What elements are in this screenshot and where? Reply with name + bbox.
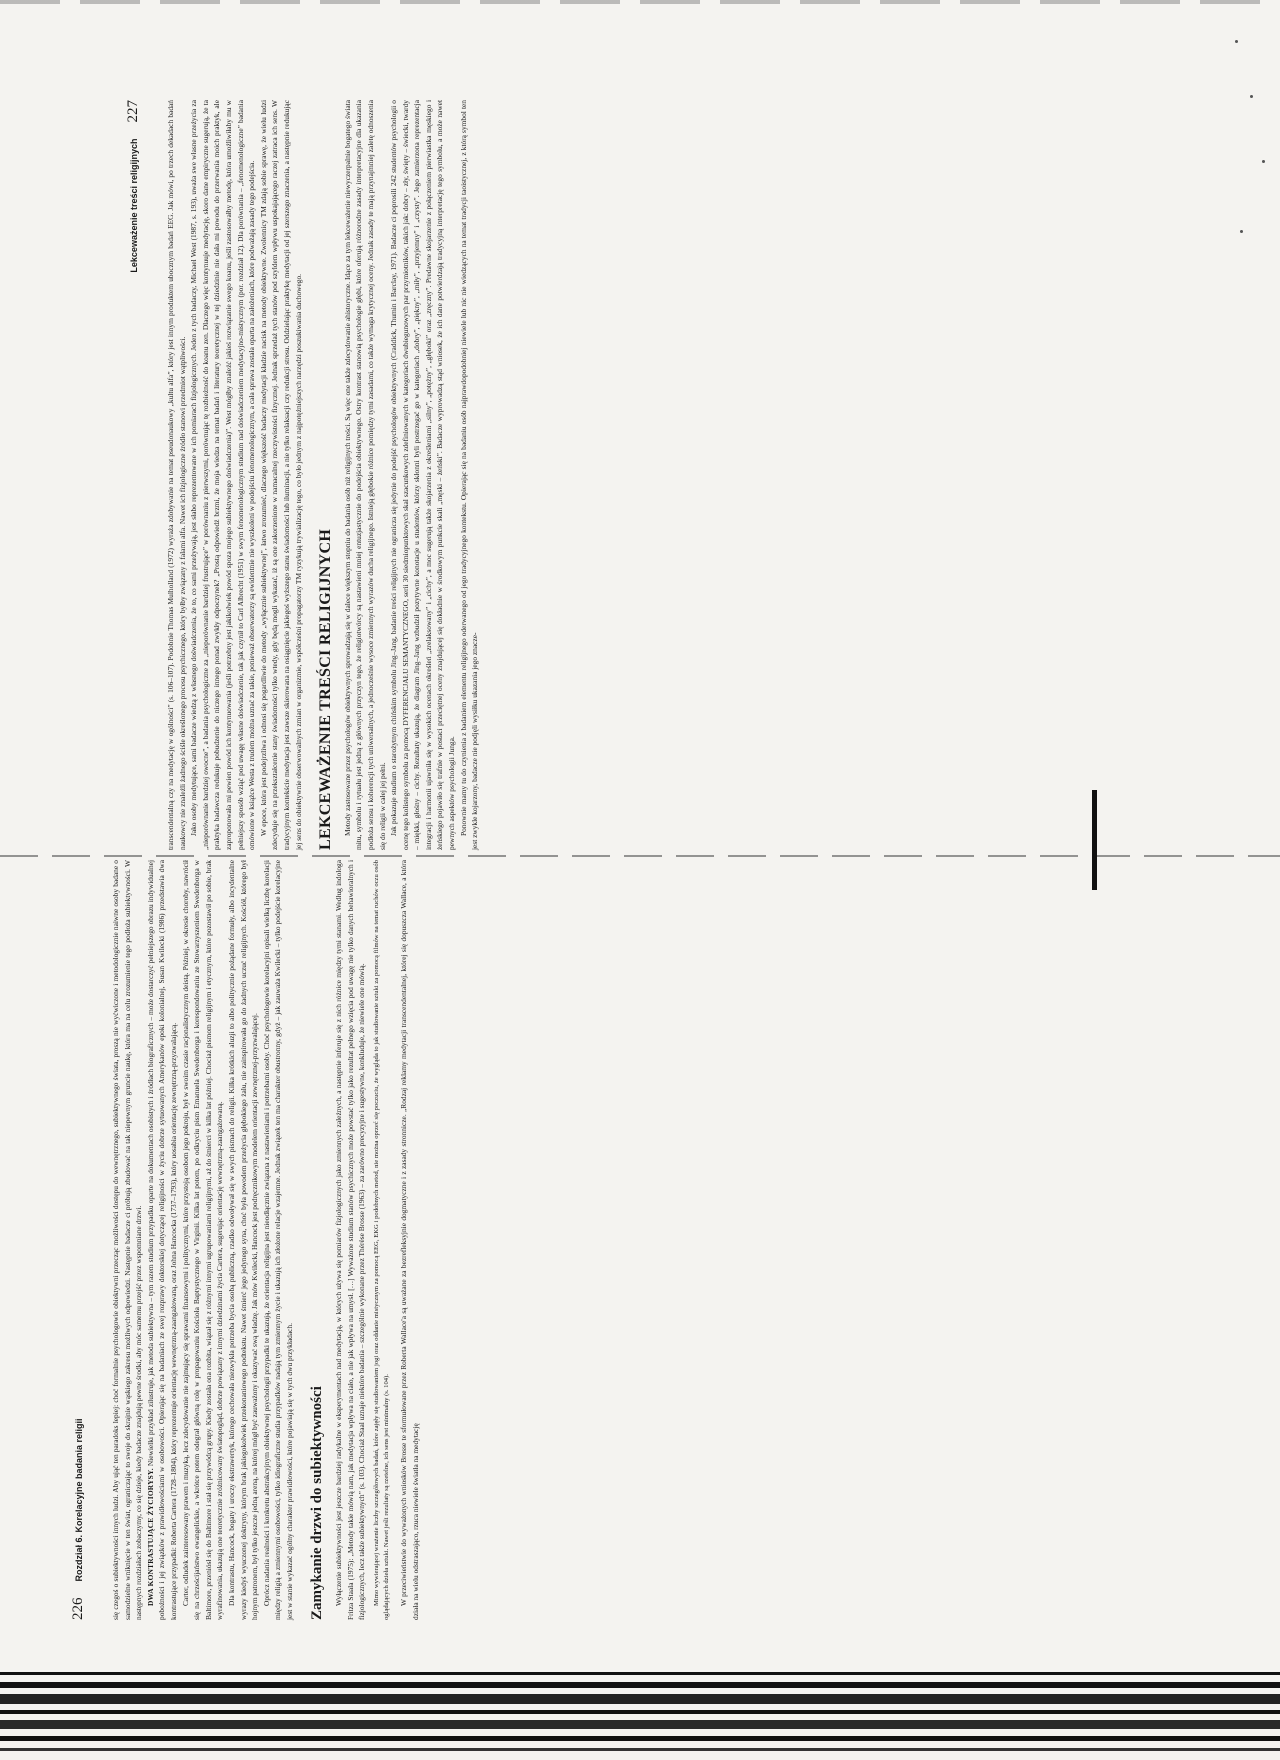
- paragraph: Wyłączenie subiektywności jest jeszcze bardziej radykalne w eksperymentach nad medytacją, w których używa się pomiarów fizjologicznych jako zmiennych zależnych, a następnie inferuje się z nich różnice między tymi stanami. Według indologa Fritza Staala (1975): „Metody takie mówią nam, jak medytacja wpływa na ciało, a nie jak wpływa na umysł. […] Wyważone studium stanów psychicznych może powstać tylko jako rezultat pełnego wzięcia pod uwagę nie tylko danych behawioralnych i fizjologicznych, lecz także subiektywnych” (s. 103). Chociaż Staal uznaje niektóre badania – szczególnie wykonane przez Thérèse Brosse (1963) – za zarówno precyzyjne i sugestywne, konkluduje, że niewiele one mówią.: [334, 860, 367, 1620]
- page-fold-line: [0, 855, 1280, 857]
- paragraph: się czegoś o subiektywności innych ludzi. Aby ująć ten paradoks lepiej: choć formalnie psychologowie obiektywni przecząc możliwości dostępu do wewnętrznego, subiektywnego świata, proszą nie wyćwiczone i metodologicznie naiwne osoby badane o samodzielne wniknięcie w ten świat, ograniczając to swoje do skrajnie wąskiego zakresu możliwych odpowiedzi. Następnie badacze ci próbują zbudować na tak niepewnym gruncie naukę, która ma na celu zrozumienie tego podłoża subiektywności. W następnych rozdziałach zobaczymy, co się dzieje, kiedy badacze znajdują pewne środki, aby móc samemu przejść przez wspomniane drzwi.: [111, 860, 144, 1620]
- paragraph: Jak pokazuje studium o starożytnym chińskim symbolu Jing–Jang, badanie treści religijnych nie ogranicza się jedynie do podejść psychologów obiektywnych (Craddick, Thumin i Barclay, 1971). Badacze ci poprosili 242 studentów psychologii o ocenę tego kolistego symbolu za pomocą DYFERENCJAŁU SEMANTYCZNEGO, serii 30 siedmiopunktowych skal szacunkowych zdefiniowanych w kategoriach dwubiegunowych par przymiotników, takich jak: dobry – zły, święty – świecki, twardy – miękki, głośny – cichy. Rezultaty ukazują, że diagram Jing–Jang wzbudził pozytywne konotacje u studentów, którzy skłonni byli postrzegać go w kategoriach „dobry”, „piękny”, „miły”, „przyjemny” i „czysty”. Jego zamierzona reprezentacja integracji i harmonii ujawniła się w wysokich ocenach określeń „zrelaksowany” i „cichy”, a moc sugerują także skojarzenia z określeniami „silny”, „potężny”, „głęboki” oraz „zręczny”. Predawne skojarzenie z połączeniem pierwiastka męskiego i żeńskiego pojawiło się trafnie w postaci przeciętnej oceny znajdującej się dokładnie w środkowym punkcie skali „męski – żeński”. Badacze wyprowadzą stąd wniosek, że ich dane potwierdzają tradycyjną interpretację tego symbolu, a może nawet pewnych aspektów psychologii Junga.: [389, 100, 457, 850]
- paragraph: Ponownie mamy tu do czynienia z badaniem elementu religijnego oderwanego od jego tradycyjnego kontekstu. Opierając się na badaniu osób najprawdopodobniej niewiele lub nic nie wiedzących na temat tradycji taoistycznej, z którą symbol ten jest zwykle kojarzony, badacze nie podjęli wysiłku ukazania jego znacze-: [458, 100, 480, 850]
- paragraph: Dla kontrastu, Hancock, bogaty i uroczy ekstrawertyk, którego cechowała niezwykła potrzeba bycia osobą publiczną, rzadko odwoływał się w swych pismach do religii. Kilka krótkich aluzji to albo politycznie pożądane formuły, albo incydentalne wyrazy kiedyś wyuczonej doktryny, którym brak jakiegokolwiek przekonaniowego podtekstu. Nawet śmierć jego jedynego syna, choć była powodem przeżycia głębokiego żalu, nie zainspirowała go do żadnych uczuć religijnych. Kościół, którego był hojnym patronem, był tylko jeszcze jedną areną, na której mógł być zauważony i okazywać swą władzę. Jak mów Kwilecki, Hancock jest podręcznikowym modelem orientacji zewnętrznej-przyzwalającej.: [226, 860, 260, 1620]
- running-header: [70, 860, 98, 1620]
- paragraph: [145, 860, 180, 1620]
- running-head-title: Lekceważenie treści religijnych: [129, 138, 139, 273]
- section-heading: Zamykanie drzwi do subiektywności: [308, 1386, 325, 1620]
- page-number: 226: [70, 1597, 86, 1620]
- scan-speck: [1240, 230, 1243, 233]
- paragraph: Oprócz nadania realności i konkretu abstrakcyjnym obiektywnej psychologii przypadki te ukazują, że orientacja religijna jest nieodłącznie związana z nastawieniami i potrzebami osoby. Choć psychologowie korelacyjni opisali wielką liczbę korelacji między religią a zmiennymi osobowości, tylko idiograficzne studia przypadków nadają tym zmiennym życie i ukazują ich złożone relacje wzajemne. Jednak związek ten ma charakter obustronny, gdyż – jak zauważa Kwilecki – tylko podejście korelacyjne jest w stanie wykazać ogólny charakter prawidłowości, które pojawiają się w tych dwu przykładach.: [261, 860, 294, 1620]
- paragraph-text: Niewielki przykład zilustruje, jak metoda subiektywna – tym razem studium przypadku oparte na dokumentach osobistych i źródłach biograficznych – może dostarczyć pełniejszego obrazu indywidualnej pobożności i jej związków z prawidłowościami w osobowości. Opierając się na badaniach ze swej rozprawy doktorskiej dotyczącej religijności w życiu dobrze sytuowanych Amerykanów epoki kolonialnej, Susan Kwilecki (1986) przedstawia dwa kontrastujące przypadki: Roberta Cartera (1728–1804), który reprezentuje orientację wewnętrzną-zaangażowaną, oraz Johna Hancocka (1737–1793), który uosabia orientację zewnętrzną-przyzwalającą.: [145, 860, 178, 1620]
- run-in-heading: DWA KONTRASTUJĄCE ŻYCIORYSY.: [145, 1468, 155, 1606]
- page-body: [110, 860, 421, 1620]
- paragraph: Metody zastosowane przez psychologów obiektywnych sprowadzają się w dalece większym stopniu do badania osób niż religijnych treści. Są więc one także zdecydowanie ahistoryczne. Idące za tym lekceważenie niewyczerpalnie bogatego świata mitu, symbolu i rytuału jest jedną z głównych przyczyn tego, że religiotwórcy są nastawieni mniej entuzjastycznie do podejścia obiektywnego. Ostry kontrast stanowią psychologie głębi, które oferują różnorodne zasady interpretacyjne dla ukazania podłoża sensu i koherencji tych uniwersalnych, a jednocześnie wysoce zmiennych wyrazów ducha religijnego. Istnieją głębokie różnice pomiędzy tymi zasadami, co także wymaga krytycznej oceny. Jednak zasady te mają przynajmniej zaletę odnoszenia się do religii w całej jej pełni.: [342, 100, 387, 850]
- running-head-title: Rozdział 6. Korelacyjne badania religii: [74, 1418, 84, 1582]
- page-number: 227: [125, 100, 141, 123]
- paragraph: W epoce, która jest podejrzliwa i odnosi się pogardliwie do metody „wyłącznie subiektywnej”, łatwo zrozumieć, dlaczego większość badaczy medytacji kładzie nacisk na metody obiektywne. Zwolennicy TM zdają sobie sprawę, że wielu ludzi zdecyduje się na przekształcenie stany świadomości tylko wtedy, gdy będą mogli wykazać, iż są one zakorzenione w namacalnej rzeczywistości fizycznej. Jednak sprzedaż tych stanów pod szyldem wpływu uspokajającego raczej zatraca ich sens. W tradycyjnym kontekście medytacja jest zawsze skierowana na osiągnięcie jakiegoś wyższego stanu świadomości lub iluminacji, a nie tylko relaksacji czy redukcji stresu. Oddzielając praktykę medytacji od jej szerszego znaczenia, a następnie redukując jej sens do obiektywnie obserwowalnych zmian w organizmie, współcześni propagatorzy TM ryzykują trywializację tego, co było jednym z najpotężniejszych narzędzi poszukiwania duchowego.: [258, 100, 303, 850]
- paragraph: transcendentalną czy na medytację w ogólności” (s. 106–107). Podobnie Thomas Mulholland (1972) wyraża zdobywanie na temat pseudonaukowy „kultu alfa”, który jest innym produktem ubocznym badań EEG. Jak mówi, po trzech dekadach badań naukowcy nie znaleźli żadnego ściśle określonego procesu psychicznego, który byłby związany z falami alfa. Nawet ich fizjologiczne źródło stanowi przedmiot wątpliwości.: [166, 100, 187, 850]
- page-227: [125, 100, 1080, 850]
- running-header: [125, 100, 153, 850]
- section-heading: LEKCEWAŻENIE TREŚCI RELIGIJNYCH: [317, 528, 335, 850]
- paragraph: Carter, odludek zainteresowany prawem i muzyką, lecz zdecydowanie nie zajmujący się sprawami finansowymi i politycznymi, które przystoją osobom jego pokroju, był w swoim czasie racjonalistycznym deistą. Później, w okresie choroby, nawrócił się na chrześcijaństwo ewangelickie, a wkrótce potem odegrał główną rolę w propagowaniu Kościoła Baptystycznego w Virginii. Kilka lat potem, po odkryciu pism Emanuela Swedenborga i korespondowaniu ze Stowarzyszeniem Swedenborga w Baltimore, przeniósł się do Baltimore i stał się przywódcą grupy. Kiedy została ona rozbita, wiązał się z różnymi innymi ugrupowaniami religijnymi, aż do śmierci w kilka lat później. Chociaż pismom religijnym i etycznym, które pozostawił po sobie, brak wyrafinowania, ukazują one teoretycznie zróżnicowany światopogląd, dobrze powiązany z innymi dziedzinami życia Cartera, sugerując orientację wewnętrzną-zaangażowaną.: [180, 860, 225, 1620]
- binding-shadow: [0, 1668, 1280, 1760]
- paragraph: Jako osoby medytujące, sami badacze wiedzą z własnego doświadczenia, że to, co sami przeżywają, jest słabo reprezentowane w ich pomiarach fizjologicznych. Jeden z tych badaczy, Michael West (1987, s. 193), uważa swe własne przeżycia za „nieporównanie bardziej owocne”, a badania psychologiczne za „nieporównanie bardziej frustrujące” w porównaniu z pierwszymi, porównując tę rozbieżność do koanu zen. Dlaczego więc kontynuuje medytację, skoro dane empiryczne sugerują, że ta praktyka badawcza redukuje pobudzenie do niczego innego ponad zwykły odpoczynek? „Prostą odpowiedź brzmi, że moja wiedza na temat badań i literatury teoretycznej w tej dziedzinie nie dała mi powodu do przerwania moich praktyk, ale zaproponowała mi pewien powód ich kontynuowania (jeśli potrzebny jest jakikolwiek powód spoza mojego subiektywnego doświadczenia)”. West mógłby znaleźć jakieś rozwiązanie swego koanu, jeśli zastosowałby metodę, która umożliwiłaby mu w pełniejszy sposób wziąć pod uwagę własne doświadczenie, tak jak czynił to Carl Albrecht (1951) w swym fenomenologicznym studium nad doświadczeniem medytacyjno-mistycznym (por. rozdział 12). Dla porównania – „fenomenologiczne” badania omówione w książce Westa z trudem można uznać za takie, ponieważ obserwatorzy są ewidentnie nie wyszkoleni w podejściu fenomenologicznym, a cała sprawa została oparta na założeniach, które podważają zasady tego podejścia.: [189, 100, 257, 850]
- scan-marker-bar: [1092, 790, 1097, 890]
- block-quote: Mimo wywierającej wrażenie liczby szczegółowych badań, które zajęły się studiowaniem jogi oraz oddanie mistycznym za pomocą EEG, EKG i podobnych metod, nie można oprzeć się poczuciu, że wygląda to jak studiowanie sztuki za pomocą filmów na temat ruchów oczu osób oglądających dzieła sztuki. Nawet jeśli rezultaty są rzetelne, ich sens jest minimalny (s. 104).: [372, 860, 391, 1620]
- scan-top-edge: [0, 0, 1280, 4]
- scan-speck: [1250, 95, 1253, 98]
- page-226: [70, 860, 1055, 1620]
- scan-speck: [1262, 160, 1265, 163]
- scan-speck: [1235, 40, 1238, 43]
- page-body: [165, 100, 481, 850]
- paragraph: W przeciwieństwie do wyważonych wniosków Brosse te sformułowane przez Roberta Wallace'a są uważane za bezrefleksyjnie dogmatyczne i z zasady stronnicze. „Rodzaj reklamy medytacji transcendentalnej, której się dopuszcza Wallace, a która działa na wielu odstraszająco, rzuca niewiele światła na medytację: [399, 860, 420, 1620]
